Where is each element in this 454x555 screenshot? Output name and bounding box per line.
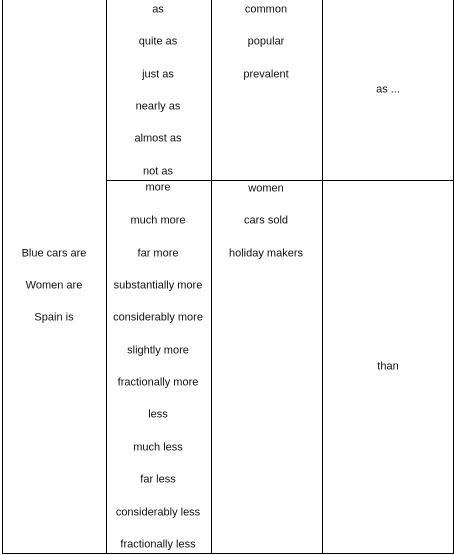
as-modifier: not as xyxy=(143,165,173,178)
as-modifier: just as xyxy=(142,68,174,81)
than-modifier: slightly more xyxy=(127,344,189,357)
as-ending: as ... xyxy=(376,83,400,96)
than-modifier: much less xyxy=(133,441,183,454)
than-modifier: more xyxy=(145,181,171,194)
than-modifier: considerably more xyxy=(113,311,203,324)
as-adjective: popular xyxy=(247,35,285,48)
bottom-border xyxy=(2,553,454,554)
as-modifier: nearly as xyxy=(135,100,181,113)
than-noun: women xyxy=(248,182,284,195)
than-modifier: far more xyxy=(137,247,179,260)
than-modifier: substantially more xyxy=(113,279,203,292)
as-adjective: prevalent xyxy=(243,68,289,81)
than-modifier: less xyxy=(148,408,168,421)
subject-text: Spain is xyxy=(34,311,74,324)
subject-text: Blue cars are xyxy=(21,247,87,260)
as-modifier: as xyxy=(152,3,164,16)
than-noun: cars sold xyxy=(243,214,289,227)
subject-text: Women are xyxy=(25,279,83,292)
than-modifier: far less xyxy=(140,473,176,486)
than-modifier: considerably less xyxy=(115,506,201,519)
divider-col-2 xyxy=(211,0,212,554)
than-modifier: fractionally more xyxy=(117,376,199,389)
left-border xyxy=(2,0,3,554)
than-modifier: fractionally less xyxy=(120,538,196,551)
as-adjective: common xyxy=(244,3,288,16)
than-ending: than xyxy=(377,360,399,373)
as-modifier: quite as xyxy=(138,35,178,48)
than-noun: holiday makers xyxy=(229,247,303,260)
divider-col-1 xyxy=(106,0,107,554)
as-modifier: almost as xyxy=(134,132,182,145)
than-modifier: much more xyxy=(130,214,186,227)
divider-col-3 xyxy=(322,0,323,554)
